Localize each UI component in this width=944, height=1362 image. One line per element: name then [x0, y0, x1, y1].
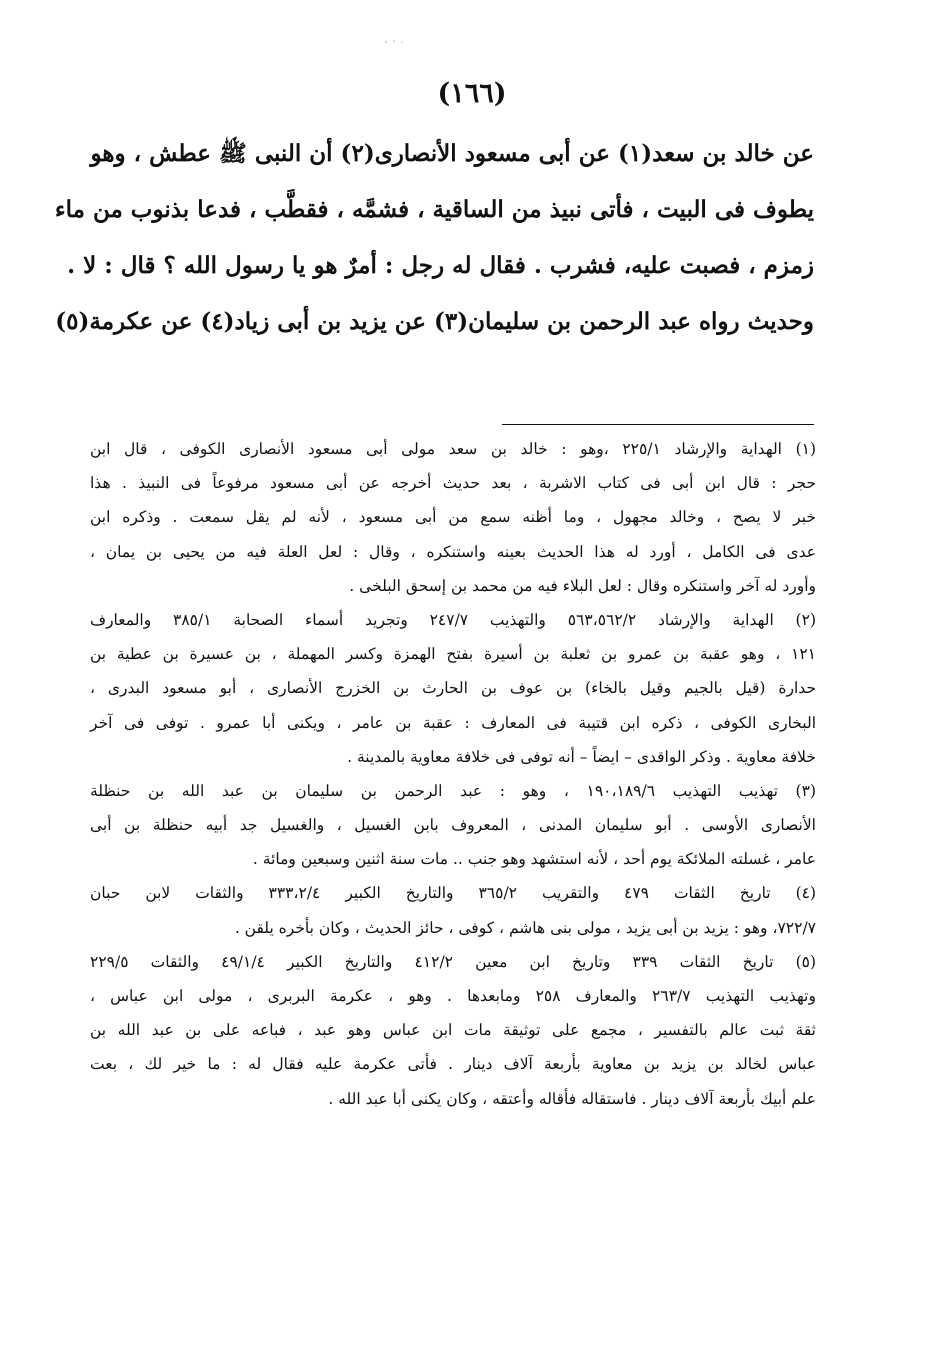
- footnote-separator: [502, 424, 814, 425]
- footnote-2: [90, 603, 816, 774]
- footnote-line: (٤) تاريخ الثقات ٤٧٩ والتقريب ٣٦٥/٢ والتاريخ الكبير ٣٣٣،٢/٤ والثقات لابن حبان: [90, 884, 817, 903]
- footnote-1: [90, 432, 816, 603]
- footnote-line: عدى فى الكامل ، أورد له هذا الحديث بعينه واستنكره ، وقال : لعل العلة فيه من يحيى بن يمان ،: [90, 542, 816, 561]
- footnote-line: عامر ، غسلته الملائكة يوم أحد ، لأنه استشهد وهو جنب .. مات سنة اثنين وسبعين ومائة .: [252, 850, 816, 869]
- footnote-line: وتهذيب التهذيب ٢٦٣/٧ والمعارف ٢٥٨ ومابعدها . وهو ، عكرمة البربرى ، مولى ابن عباس ،: [90, 987, 816, 1005]
- footnote-line: البخارى الكوفى ، ذكره ابن قتيبة فى المعارف : عقبة بن عامر ، ويكنى أبا عمرو . توفى فى آخر: [90, 713, 816, 732]
- footnote-line: (٣) تهذيب التهذيب ١٩٠،١٨٩/٦ ، وهو : عبد الرحمن بن سليمان بن عبد الله بن حنظلة: [90, 781, 816, 800]
- footnote-line: (١) الهداية والإرشاد ٢٢٥/١ ،وهو : خالد بن سعد مولى أبى مسعود الأنصارى الكوفى ، قال ابن: [90, 440, 817, 458]
- page-number: (١٦٦): [437, 78, 507, 109]
- footnote-line: ثقة ثبت عالم بالتفسير ، مجمع على توثيقة مات ابن عباس وهو عبد ، فباعه على بن عبد الله بن: [90, 1021, 816, 1040]
- footnote-line: (٥) تاريخ الثقات ٣٣٩ وتاريخ ابن معين ٤١٢/٢ والتاريخ الكبير ٤٩/١/٤ والثقات ٢٢٩/٥: [90, 952, 817, 971]
- footnote-line: ٧٢٢/٧، وهو : يزيد بن أبى يزيد ، مولى بنى هاشم ، كوفى ، حائز الحديث ، وكان بأخره يلقن .: [234, 918, 816, 937]
- main-text-line: زمزم ، فصبت عليه، فشرب . فقال له رجل : أمرٌ هو يا رسول الله ؟ قال : لا .: [67, 252, 814, 279]
- main-text-line: يطوف فى البيت ، فأتى نبيذ من الساقية ، فشمَّه ، فقطَّب ، فدعا بذنوب من ماء: [54, 196, 814, 223]
- footnote-line: علم أبيك بأربعة آلاف دينار . فاستقاله فأقاله وأعتقه ، وكان يكنى أبا عبد الله .: [328, 1089, 816, 1108]
- footnote-line: حدارة (قيل بالجيم وقيل بالخاء) بن عوف بن الحارث بن الخزرج الأنصارى ، أبو مسعود البدرى ،: [90, 679, 816, 698]
- footnote-line: وأورد له آخر واستنكره وقال : لعل البلاء فيه من محمد بن إسحق البلخى .: [349, 576, 816, 595]
- scan-artifact-mark: [380, 30, 420, 50]
- footnote-5: [90, 945, 816, 1116]
- footnote-line: (٢) الهداية والإرشاد ٥٦٣،٥٦٢/٢ والتهذيب ٢٤٧/٧ وتجريد أسماء الصحابة ٣٨٥/١ والمعارف: [90, 610, 816, 629]
- footnote-line: خبر لا يصح ، وخالد مجهول ، وما أظنه سمع من أبى مسعود ، لأنه لم يقل سمعت . وذكره ابن: [90, 508, 816, 527]
- main-text-line: عن خالد بن سعد(١) عن أبى مسعود الأنصارى(٢) أن النبى ﷺ عطش ، وهو: [90, 140, 814, 167]
- footnote-3: [90, 774, 816, 877]
- footnote-line: عباس لخالد بن يزيد بن معاوية بأربعة آلاف دينار . فأتى عكرمة عليه فقال له : ما خير لك ، بعت: [90, 1055, 816, 1074]
- footnote-4: [90, 876, 816, 944]
- footnote-line: حجر : قال ابن أبى فى كتاب الاشربة ، بعد حديث أخرجه عن أبى مسعود مرفوعاً فى النبيذ . هذا: [90, 474, 816, 493]
- main-text-line: وحديث رواه عبد الرحمن بن سليمان(٣) عن يزيد بن أبى زياد(٤) عن عكرمة(٥): [55, 308, 814, 335]
- footnote-line: ١٢١ ، وهو عقبة بن عمرو بن ثعلبة بن أسيرة بفتح الهمزة وكسر المهملة ، بن عسيرة بن عطية بن: [90, 645, 816, 664]
- footnote-line: الأنصارى الأوسى . أبو سليمان المدنى ، المعروف بابن الغسيل ، والغسيل جد أبيه حنظلة بن أبى: [90, 816, 816, 835]
- footnotes: [90, 432, 816, 1116]
- footnote-line: خلافة معاوية . وذكر الواقدى – ايضاً – أنه توفى فى خلافة معاوية بالمدينة .: [347, 747, 816, 766]
- main-text: [54, 126, 814, 350]
